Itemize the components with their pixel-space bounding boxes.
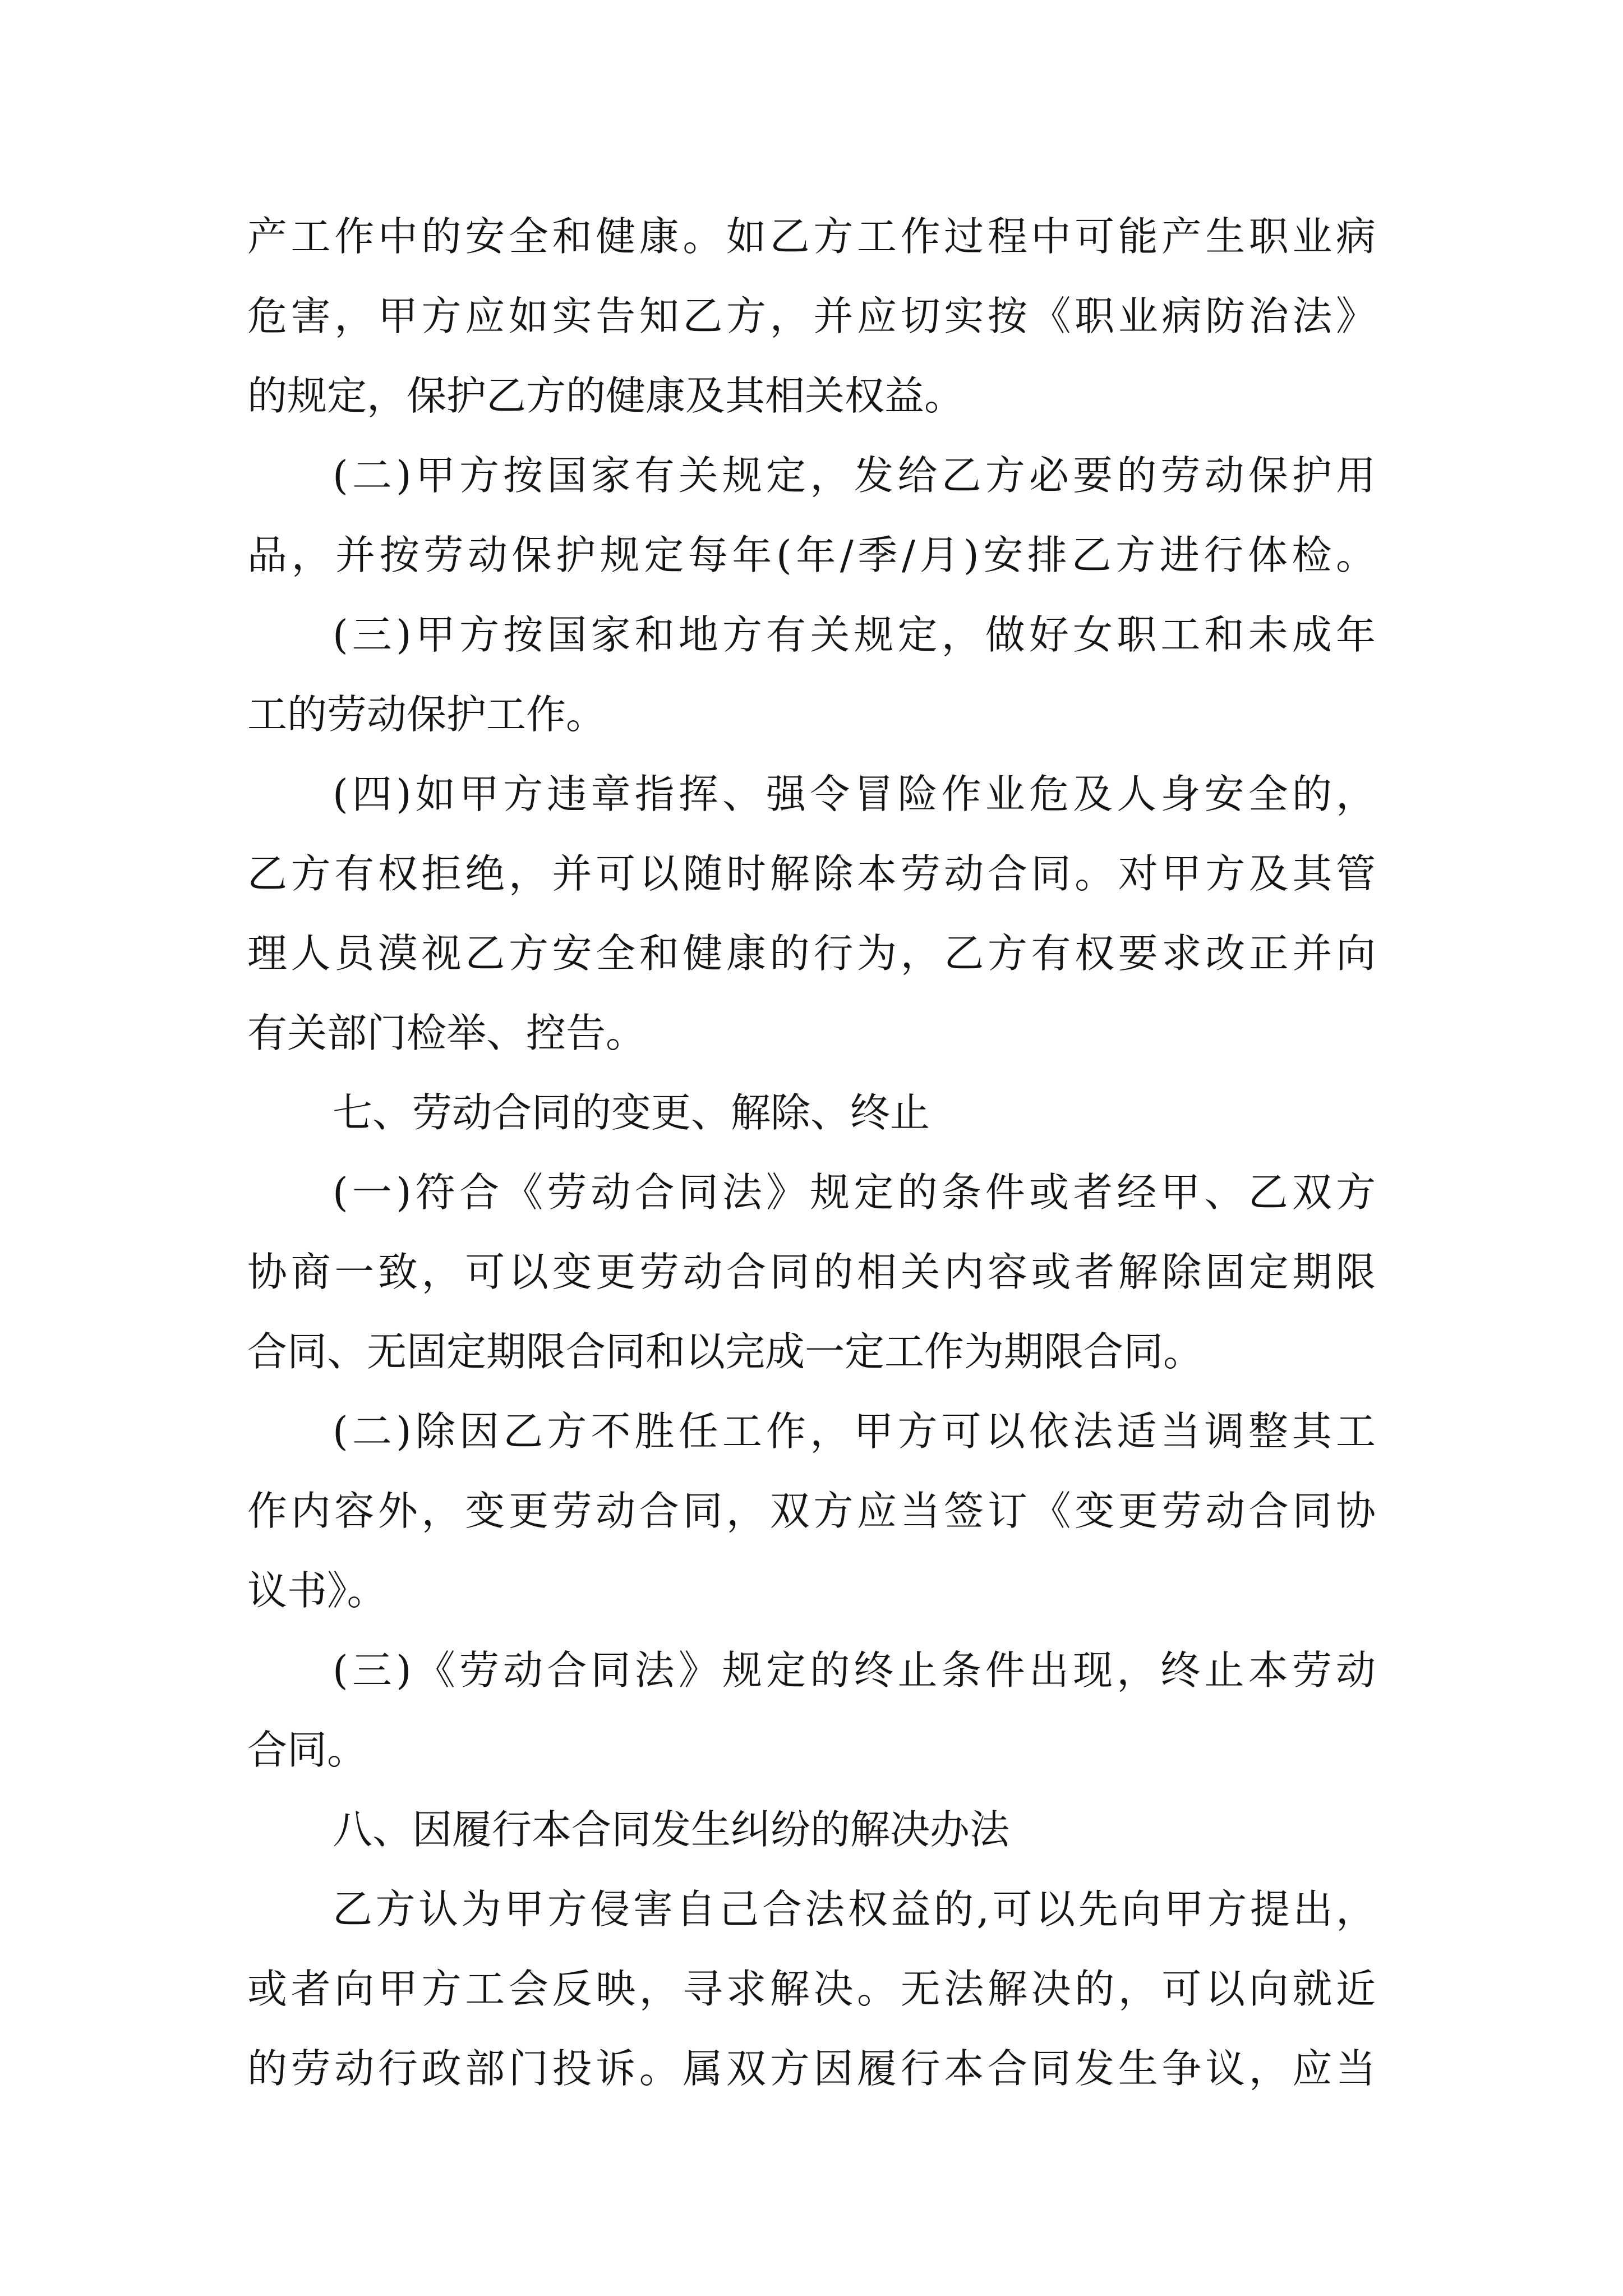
text-line: 或者向甲方工会反映，寻求解决。无法解决的，可以向就近 xyxy=(247,1966,1376,2012)
text-line: 议书》。 xyxy=(247,1567,387,1614)
text-line: 合同。 xyxy=(247,1727,367,1773)
text-line: 乙方认为甲方侵害自己合法权益的,可以先向甲方提出， xyxy=(333,1886,1376,1932)
text-line: (四)如甲方违章指挥、强令冒险作业危及人身安全的， xyxy=(333,771,1376,817)
text-line: (三)《劳动合同法》规定的终止条件出现，终止本劳动 xyxy=(333,1647,1376,1694)
section-heading: 七、劳动合同的变更、解除、终止 xyxy=(333,1089,930,1136)
text-line: 有关部门检举、控告。 xyxy=(247,1010,646,1056)
text-line: 的规定，保护乙方的健康及其相关权益。 xyxy=(247,372,965,419)
text-line: 作内容外，变更劳动合同，双方应当签订《变更劳动合同协 xyxy=(247,1488,1376,1534)
text-line: (二)甲方按国家有关规定，发给乙方必要的劳动保护用 xyxy=(333,452,1376,499)
text-line: 工的劳动保护工作。 xyxy=(247,691,606,738)
text-line: (三)甲方按国家和地方有关规定，做好女职工和未成年 xyxy=(333,611,1376,658)
text-line: 理人员漠视乙方安全和健康的行为，乙方有权要求改正并向 xyxy=(247,930,1376,977)
section-heading: 八、因履行本合同发生纠纷的解决办法 xyxy=(333,1806,1010,1853)
text-line: 危害，甲方应如实告知乙方，并应切实按《职业病防治法》 xyxy=(247,293,1376,339)
text-line: (一)符合《劳动合同法》规定的条件或者经甲、乙双方 xyxy=(333,1169,1376,1216)
text-line: 产工作中的安全和健康。如乙方工作过程中可能产生职业病 xyxy=(247,213,1376,260)
text-line: 协商一致，可以变更劳动合同的相关内容或者解除固定期限 xyxy=(247,1249,1376,1295)
text-line: (二)除因乙方不胜任工作，甲方可以依法适当调整其工 xyxy=(333,1408,1376,1455)
text-line: 品，并按劳动保护规定每年(年/季/月)安排乙方进行体检。 xyxy=(247,532,1376,578)
text-line: 合同、无固定期限合同和以完成一定工作为期限合同。 xyxy=(247,1328,1204,1375)
text-line: 的劳动行政部门投诉。属双方因履行本合同发生争议，应当 xyxy=(247,2045,1376,2092)
text-line: 乙方有权拒绝，并可以随时解除本劳动合同。对甲方及其管 xyxy=(247,850,1376,897)
